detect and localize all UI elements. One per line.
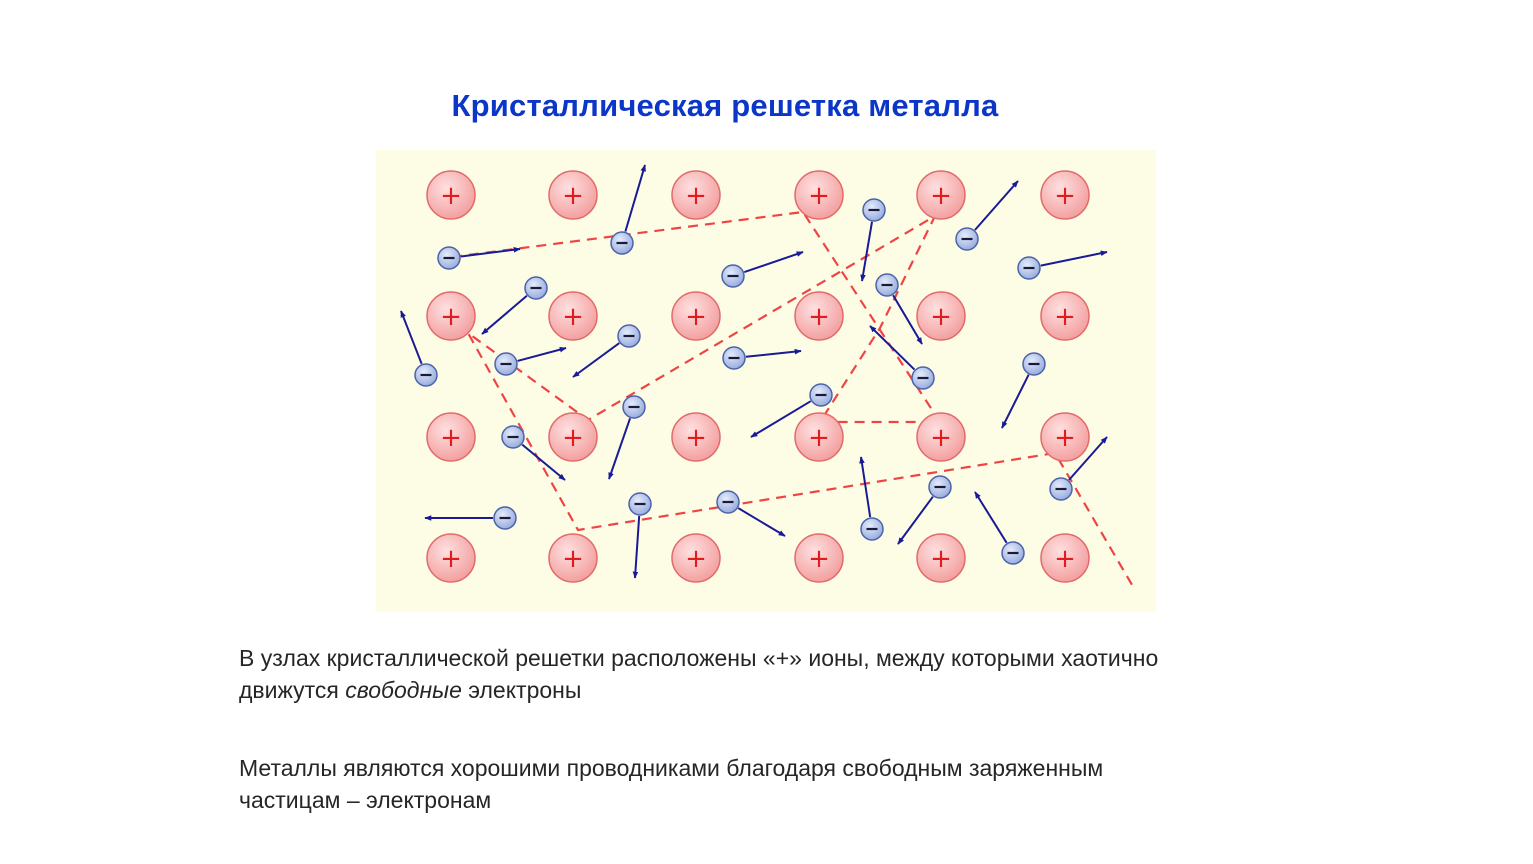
free-electron xyxy=(495,353,517,375)
plus-sign: + xyxy=(440,423,462,453)
plus-sign: + xyxy=(685,302,707,332)
positive-ion xyxy=(795,413,843,461)
free-electron xyxy=(810,384,832,406)
description-line-2-start: движутся xyxy=(239,677,346,703)
free-electron xyxy=(956,228,978,250)
positive-ion xyxy=(1041,171,1089,219)
free-electron xyxy=(415,364,437,386)
free-electron xyxy=(623,396,645,418)
plus-sign: + xyxy=(808,181,830,211)
free-electron xyxy=(494,507,516,529)
positive-ion xyxy=(1041,292,1089,340)
positive-ion xyxy=(795,534,843,582)
positive-ion xyxy=(795,171,843,219)
plus-sign: + xyxy=(562,302,584,332)
conclusion-line-1: Металлы являются хорошими проводниками благодаря свободным заряженным xyxy=(239,755,1104,781)
plus-sign: + xyxy=(1054,544,1076,574)
description-paragraph xyxy=(239,642,1339,706)
plus-sign: + xyxy=(685,181,707,211)
free-electron xyxy=(629,493,651,515)
plus-sign: + xyxy=(440,544,462,574)
positive-ion xyxy=(427,534,475,582)
free-electron xyxy=(717,491,739,513)
free-electron xyxy=(1002,542,1024,564)
free-electron xyxy=(1050,478,1072,500)
plus-sign: + xyxy=(1054,423,1076,453)
plus-sign: + xyxy=(562,181,584,211)
positive-ion xyxy=(672,171,720,219)
positive-ion xyxy=(672,534,720,582)
positive-ion xyxy=(917,171,965,219)
positive-ion xyxy=(549,413,597,461)
positive-ion xyxy=(427,171,475,219)
plus-sign: + xyxy=(440,181,462,211)
conclusion-line-2: частицам – электронам xyxy=(239,787,492,813)
plus-sign: + xyxy=(930,544,952,574)
free-electron xyxy=(502,426,524,448)
plus-sign: + xyxy=(685,423,707,453)
plus-sign: + xyxy=(808,302,830,332)
positive-ion xyxy=(917,534,965,582)
positive-ion xyxy=(917,292,965,340)
positive-ion xyxy=(549,292,597,340)
plus-sign: + xyxy=(1054,181,1076,211)
plus-sign: + xyxy=(808,423,830,453)
positive-ion xyxy=(549,534,597,582)
plus-sign: + xyxy=(930,423,952,453)
positive-ion xyxy=(1041,534,1089,582)
positive-ion xyxy=(1041,413,1089,461)
metal-lattice-diagram xyxy=(376,150,1156,612)
free-electron xyxy=(929,476,951,498)
free-electron xyxy=(723,347,745,369)
plus-sign: + xyxy=(930,181,952,211)
conclusion-paragraph xyxy=(239,752,1339,816)
free-electron xyxy=(1018,257,1040,279)
free-electron xyxy=(438,247,460,269)
description-line-2-end: электроны xyxy=(461,677,582,703)
positive-ion xyxy=(795,292,843,340)
positive-ion xyxy=(672,413,720,461)
plus-sign: + xyxy=(562,423,584,453)
slide-title: Кристаллическая решетка металла xyxy=(451,88,999,123)
plus-sign: + xyxy=(930,302,952,332)
free-electron xyxy=(618,325,640,347)
positive-ion xyxy=(427,413,475,461)
free-electron xyxy=(722,265,744,287)
plus-sign: + xyxy=(440,302,462,332)
positive-ion xyxy=(917,413,965,461)
free-electron xyxy=(611,232,633,254)
positive-ion xyxy=(672,292,720,340)
free-electron xyxy=(876,274,898,296)
plus-sign: + xyxy=(562,544,584,574)
positive-ion xyxy=(549,171,597,219)
description-line-1: В узлах кристаллической решетки расположены «+» ионы, между которыми хаотично xyxy=(239,645,1159,671)
plus-sign: + xyxy=(808,544,830,574)
description-italic-word: свободные xyxy=(345,677,462,703)
positive-ion xyxy=(427,292,475,340)
free-electron xyxy=(1023,353,1045,375)
free-electron xyxy=(861,518,883,540)
free-electron xyxy=(525,277,547,299)
diagram-background xyxy=(376,150,1156,612)
free-electron xyxy=(863,199,885,221)
plus-sign: + xyxy=(1054,302,1076,332)
plus-sign: + xyxy=(685,544,707,574)
free-electron xyxy=(912,367,934,389)
